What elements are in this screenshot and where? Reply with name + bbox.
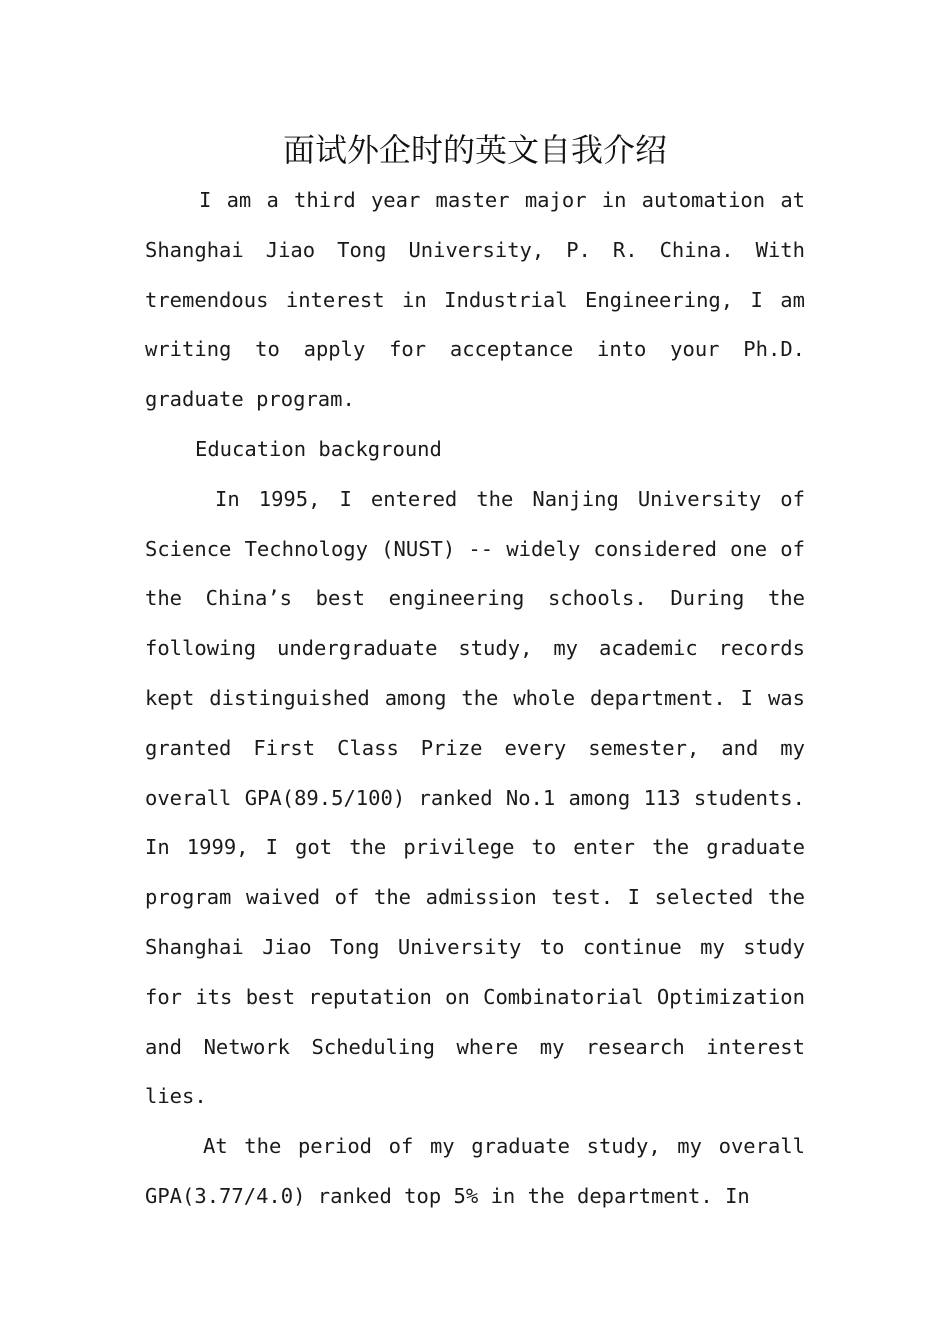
paragraph-intro: I am a third year master major in automation at Shanghai Jiao Tong University, P. R. China. With tremendous interest in Industrial Engineering, I am writing to apply for acceptance into your Ph.D. graduate program. [145, 188, 805, 412]
section-heading-education: Education background [195, 436, 442, 461]
paragraph-education: In 1995, I entered the Nanjing University of Science Technology (NUST) -- widely considered one of the China’s best engineering schools. During the following undergraduate study, my academic records kept distinguished among the whole department. I was granted First Class Prize every semester, and my overall GPA(89.5/100) ranked No.1 among 113 students. In 1999, I got the privilege to enter the graduate program waived of the admission test. I selected the Shanghai Jiao Tong University to continue my study for its best reputation on Combinatorial Optimization and Network Scheduling where my research interest lies. [145, 486, 805, 1109]
paragraph-graduate-study: At the period of my graduate study, my overall GPA(3.77/4.0) ranked top 5% in the department. In [145, 1134, 805, 1208]
document-body [145, 176, 805, 1222]
document-title: 面试外企时的英文自我介绍 [282, 131, 667, 169]
